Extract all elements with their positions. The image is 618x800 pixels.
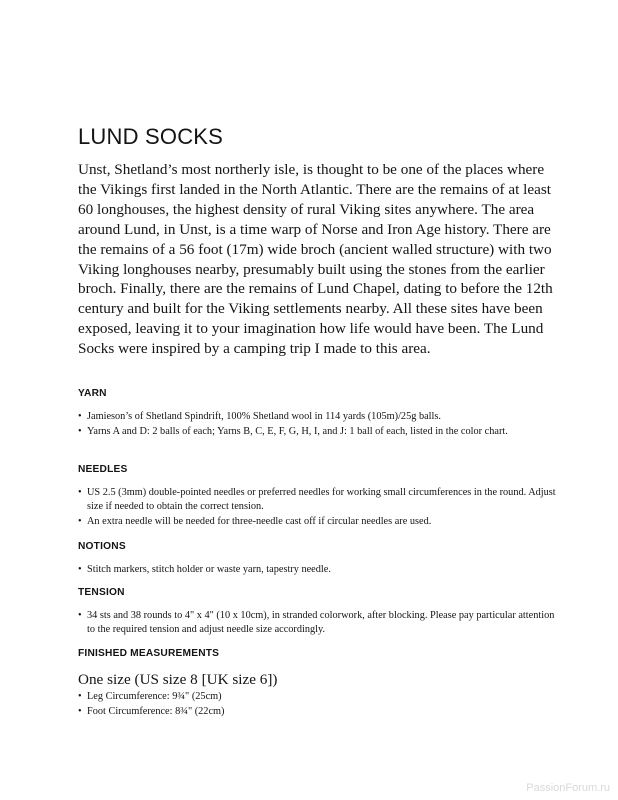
needles-list [78,486,556,530]
list-item: • An extra needle will be needed for three-needle cast off if circular needles are used. [78,516,432,528]
notions-heading: NOTIONS [78,541,126,552]
measurements-list [78,690,556,720]
yarn-list [78,410,556,440]
list-item: • Yarns A and D: 2 balls of each; Yarns B, C, E, F, G, H, I, and J: 1 ball of each, listed in the color chart. [78,425,508,437]
list-item: • Stitch markers, stitch holder or waste yarn, tapestry needle. [78,564,331,575]
size-line: One size (US size 8 [UK size 6]) [78,671,278,688]
tension-heading: TENSION [78,587,125,598]
finished-measurements-heading: FINISHED MEASUREMENTS [78,648,220,659]
page-title: LUND SOCKS [78,124,224,149]
notions-list [78,563,556,578]
yarn-heading: YARN [78,388,107,399]
list-item: • Jamieson’s of Shetland Spindrift, 100% Shetland wool in 114 yards (105m)/25g balls. [78,411,441,422]
intro-paragraph: Unst, Shetland’s most northerly isle, is thought to be one of the places where the Vikings first landed in the North Atlantic. There are the remains of at least 60 longhouses, the highest density of rural Viking sites anywhere. The area around Lund, in Unst, is a time warp of Norse and Iron Age history. There are the remains of a 56 foot (17m) wide broch (ancient walled structure) with two Viking longhouses nearby, presumably built using the stones from the earlier broch. Finally, there are the remains of Lund Chapel, dating to before the 12th century and built for the Viking settlements nearby. All these sites have been exposed, leaving it to your imagination how life would have been. The Lund Socks were inspired by a camping trip I made to this area. [78,161,553,358]
list-item: • Foot Circumference: 8¾" (22cm) [78,705,225,717]
tension-list [78,609,556,638]
list-item: • Leg Circumference: 9¾" (25cm) [78,691,222,702]
needles-heading: NEEDLES [78,464,128,475]
list-item: • 34 sts and 38 rounds to 4" x 4" (10 x 10cm), in stranded colorwork, after blocking. Please pay particular attention to the required tension and adjust needle size accordingly. [78,610,555,636]
watermark: PassionForum.ru [526,782,610,794]
list-item: • US 2.5 (3mm) double-pointed needles or preferred needles for working small circumferences in the round. Adjust size if needed to obtain the correct tension. [78,487,556,513]
